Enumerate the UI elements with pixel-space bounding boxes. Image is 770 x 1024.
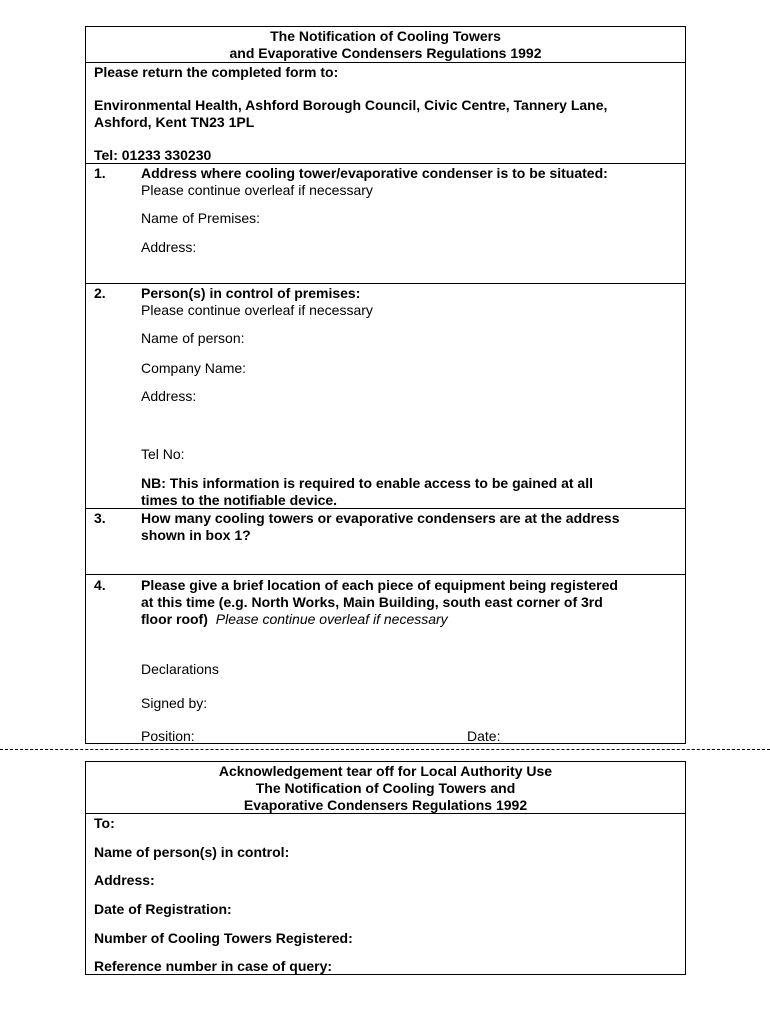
notification-form bbox=[85, 26, 686, 744]
tearoff-registration-date-field[interactable]: Date of Registration: bbox=[94, 901, 232, 917]
tearoff-address-field[interactable]: Address: bbox=[94, 872, 155, 888]
section-4-heading-line3: floor roof) bbox=[141, 611, 208, 627]
person-name-field[interactable]: Name of person: bbox=[141, 330, 245, 346]
tearoff-towers-registered-field[interactable]: Number of Cooling Towers Registered: bbox=[94, 930, 353, 946]
section-2-heading: Person(s) in control of premises: bbox=[141, 285, 361, 301]
tearoff-title-line2: The Notification of Cooling Towers and bbox=[255, 780, 516, 796]
section-3-number: 3. bbox=[94, 510, 106, 526]
return-heading: Please return the completed form to: bbox=[94, 64, 339, 80]
council-tel: Tel: 01233 330230 bbox=[94, 147, 212, 163]
form-title-line1: The Notification of Cooling Towers bbox=[270, 28, 501, 44]
premises-name-field[interactable]: Name of Premises: bbox=[141, 210, 261, 226]
council-address-line2: Ashford, Kent TN23 1PL bbox=[94, 114, 255, 130]
tearoff-title-line3: Evaporative Condensers Regulations 1992 bbox=[243, 797, 528, 813]
date-field[interactable]: Date: bbox=[467, 728, 501, 744]
premises-address-field[interactable]: Address: bbox=[141, 239, 197, 255]
nb-note-line1: NB: This information is required to enable access to be gained at all bbox=[141, 475, 593, 491]
divider bbox=[86, 283, 685, 284]
section-2-note: Please continue overleaf if necessary bbox=[141, 302, 373, 318]
section-1-heading: Address where cooling tower/evaporative condenser is to be situated: bbox=[141, 165, 608, 181]
tearoff-to-field[interactable]: To: bbox=[94, 815, 115, 831]
declarations-label: Declarations bbox=[141, 661, 219, 677]
section-4-number: 4. bbox=[94, 577, 106, 593]
divider bbox=[86, 163, 685, 164]
section-3-heading-line1: How many cooling towers or evaporative condensers are at the address bbox=[141, 510, 620, 526]
tearoff-title-line1: Acknowledgement tear off for Local Authority Use bbox=[218, 763, 553, 779]
divider bbox=[86, 62, 685, 63]
section-4-heading-line1: Please give a brief location of each piece of equipment being registered bbox=[141, 577, 618, 593]
divider bbox=[86, 574, 685, 575]
tearoff-person-control-field[interactable]: Name of person(s) in control: bbox=[94, 844, 290, 860]
divider bbox=[86, 813, 685, 814]
tearoff-reference-number-field[interactable]: Reference number in case of query: bbox=[94, 958, 333, 974]
section-1-note: Please continue overleaf if necessary bbox=[141, 182, 373, 198]
acknowledgement-tearoff bbox=[85, 761, 686, 975]
section-2-number: 2. bbox=[94, 285, 106, 301]
section-1-number: 1. bbox=[94, 165, 106, 181]
company-name-field[interactable]: Company Name: bbox=[141, 360, 247, 376]
section-4-heading-line2: at this time (e.g. North Works, Main Building, south east corner of 3rd bbox=[141, 594, 603, 610]
nb-note-line2: times to the notifiable device. bbox=[141, 492, 338, 508]
person-address-field[interactable]: Address: bbox=[141, 388, 197, 404]
section-4-note: Please continue overleaf if necessary bbox=[215, 611, 448, 627]
signed-by-field[interactable]: Signed by: bbox=[141, 695, 208, 711]
position-field[interactable]: Position: bbox=[141, 728, 195, 744]
section-4-heading-line3-row bbox=[141, 611, 448, 628]
tear-off-line bbox=[0, 749, 770, 750]
council-address-line1: Environmental Health, Ashford Borough Council, Civic Centre, Tannery Lane, bbox=[94, 97, 608, 113]
tel-no-field[interactable]: Tel No: bbox=[141, 446, 185, 462]
divider bbox=[86, 508, 685, 509]
section-3-heading-line2: shown in box 1? bbox=[141, 527, 251, 543]
form-title-line2: and Evaporative Condensers Regulations 1992 bbox=[229, 45, 542, 61]
